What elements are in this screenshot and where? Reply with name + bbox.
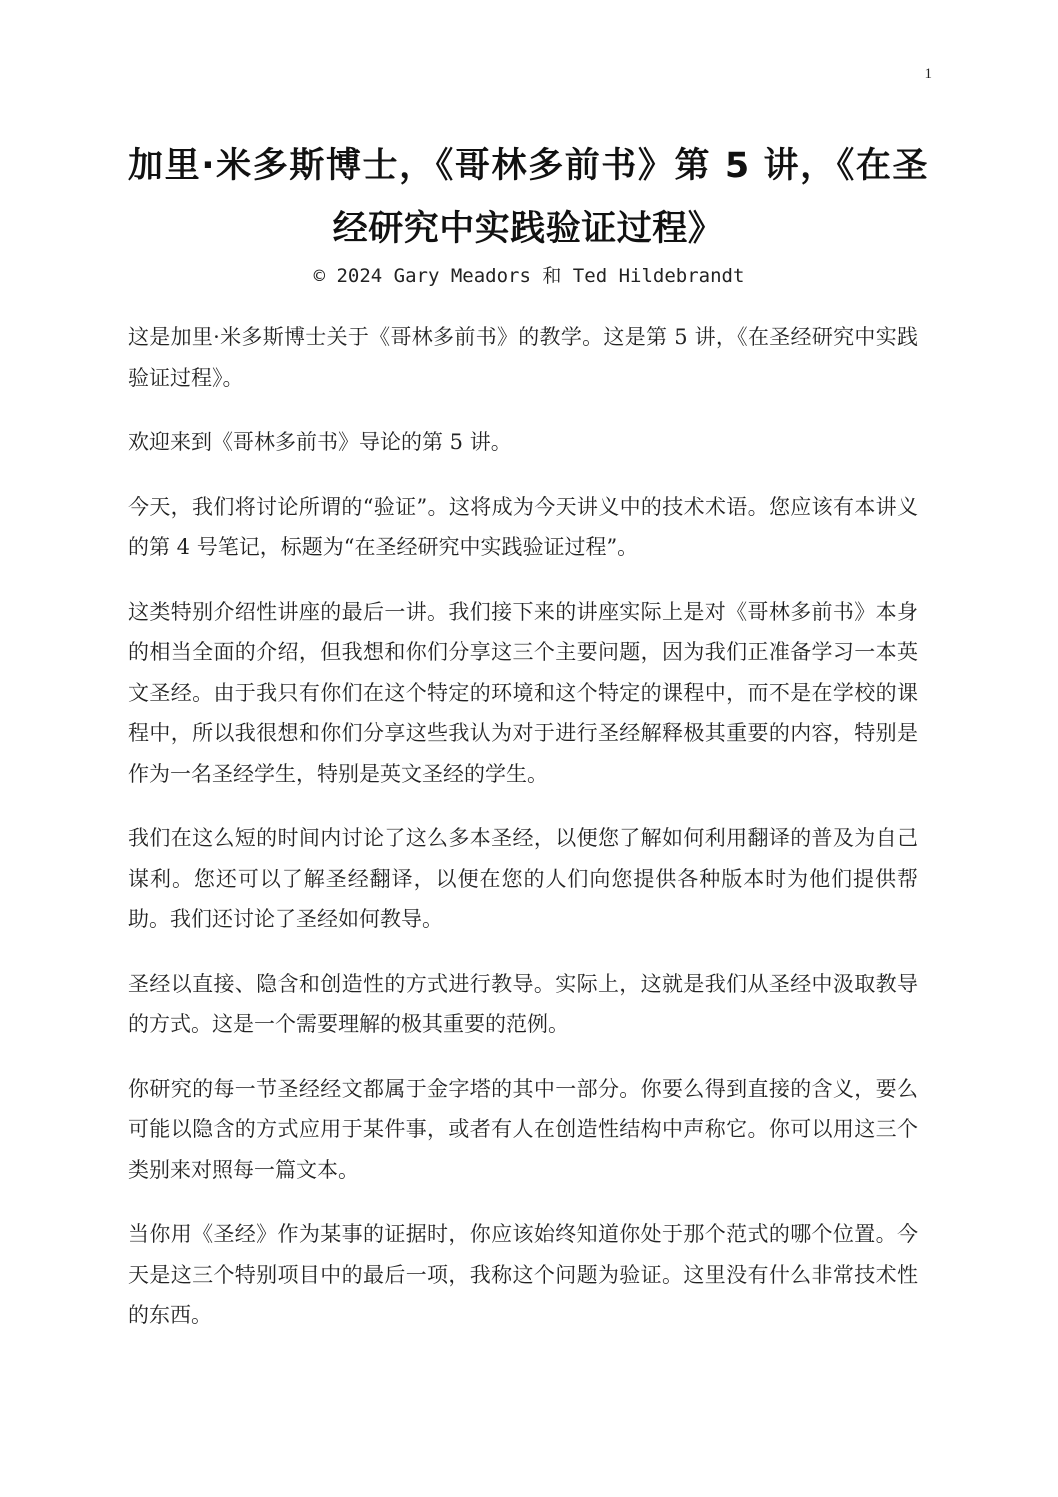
paragraph: 圣经以直接、隐含和创造性的方式进行教导。实际上，这就是我们从圣经中汲取教导的方式。这是一个需要理解的极其重要的范例。: [128, 971, 918, 1036]
document-title: 加里·米多斯博士，《哥林多前书》第 5 讲，《在圣经研究中实践验证过程》: [128, 146, 928, 249]
copyright-line: © 2024 Gary Meadors 和 Ted Hildebrandt: [313, 265, 745, 287]
paragraph: 这是加里·米多斯博士关于《哥林多前书》的教学。这是第 5 讲，《在圣经研究中实践验证过程》。: [128, 325, 918, 390]
paragraph: 今天，我们将讨论所谓的“验证”。这将成为今天讲义中的技术术语。您应该有本讲义的第 4 号笔记，标题为“在圣经研究中实践验证过程”。: [128, 494, 918, 559]
paragraph: 这类特别介绍性讲座的最后一讲。我们接下来的讲座实际上是对《哥林多前书》本身的相当全面的介绍，但我想和你们分享这三个主要问题，因为我们正准备学习一本英文圣经。由于我只有你们在这个特定的环境和这个特定的课程中，而不是在学校的课程中，所以我很想和你们分享这些我认为对于进行圣经解释极其重要的内容，特别是作为一名圣经学生，特别是英文圣经的学生。: [128, 599, 918, 786]
page-number: 1: [924, 66, 932, 82]
document-body: [128, 317, 918, 1360]
paragraph: 你研究的每一节圣经经文都属于金字塔的其中一部分。你要么得到直接的含义，要么可能以隐含的方式应用于某件事，或者有人在创造性结构中声称它。你可以用这三个类别来对照每一篇文本。: [128, 1076, 918, 1182]
paragraph: 欢迎来到《哥林多前书》导论的第 5 讲。: [128, 430, 512, 454]
paragraph: 我们在这么短的时间内讨论了这么多本圣经，以便您了解如何利用翻译的普及为自己谋利。您还可以了解圣经翻译，以便在您的人们向您提供各种版本时为他们提供帮助。我们还讨论了圣经如何教导。: [128, 826, 918, 931]
paragraph: 当你用《圣经》作为某事的证据时，你应该始终知道你处于那个范式的哪个位置。今天是这三个特别项目中的最后一项，我称这个问题为验证。这里没有什么非常技术性的东西。: [128, 1222, 918, 1327]
